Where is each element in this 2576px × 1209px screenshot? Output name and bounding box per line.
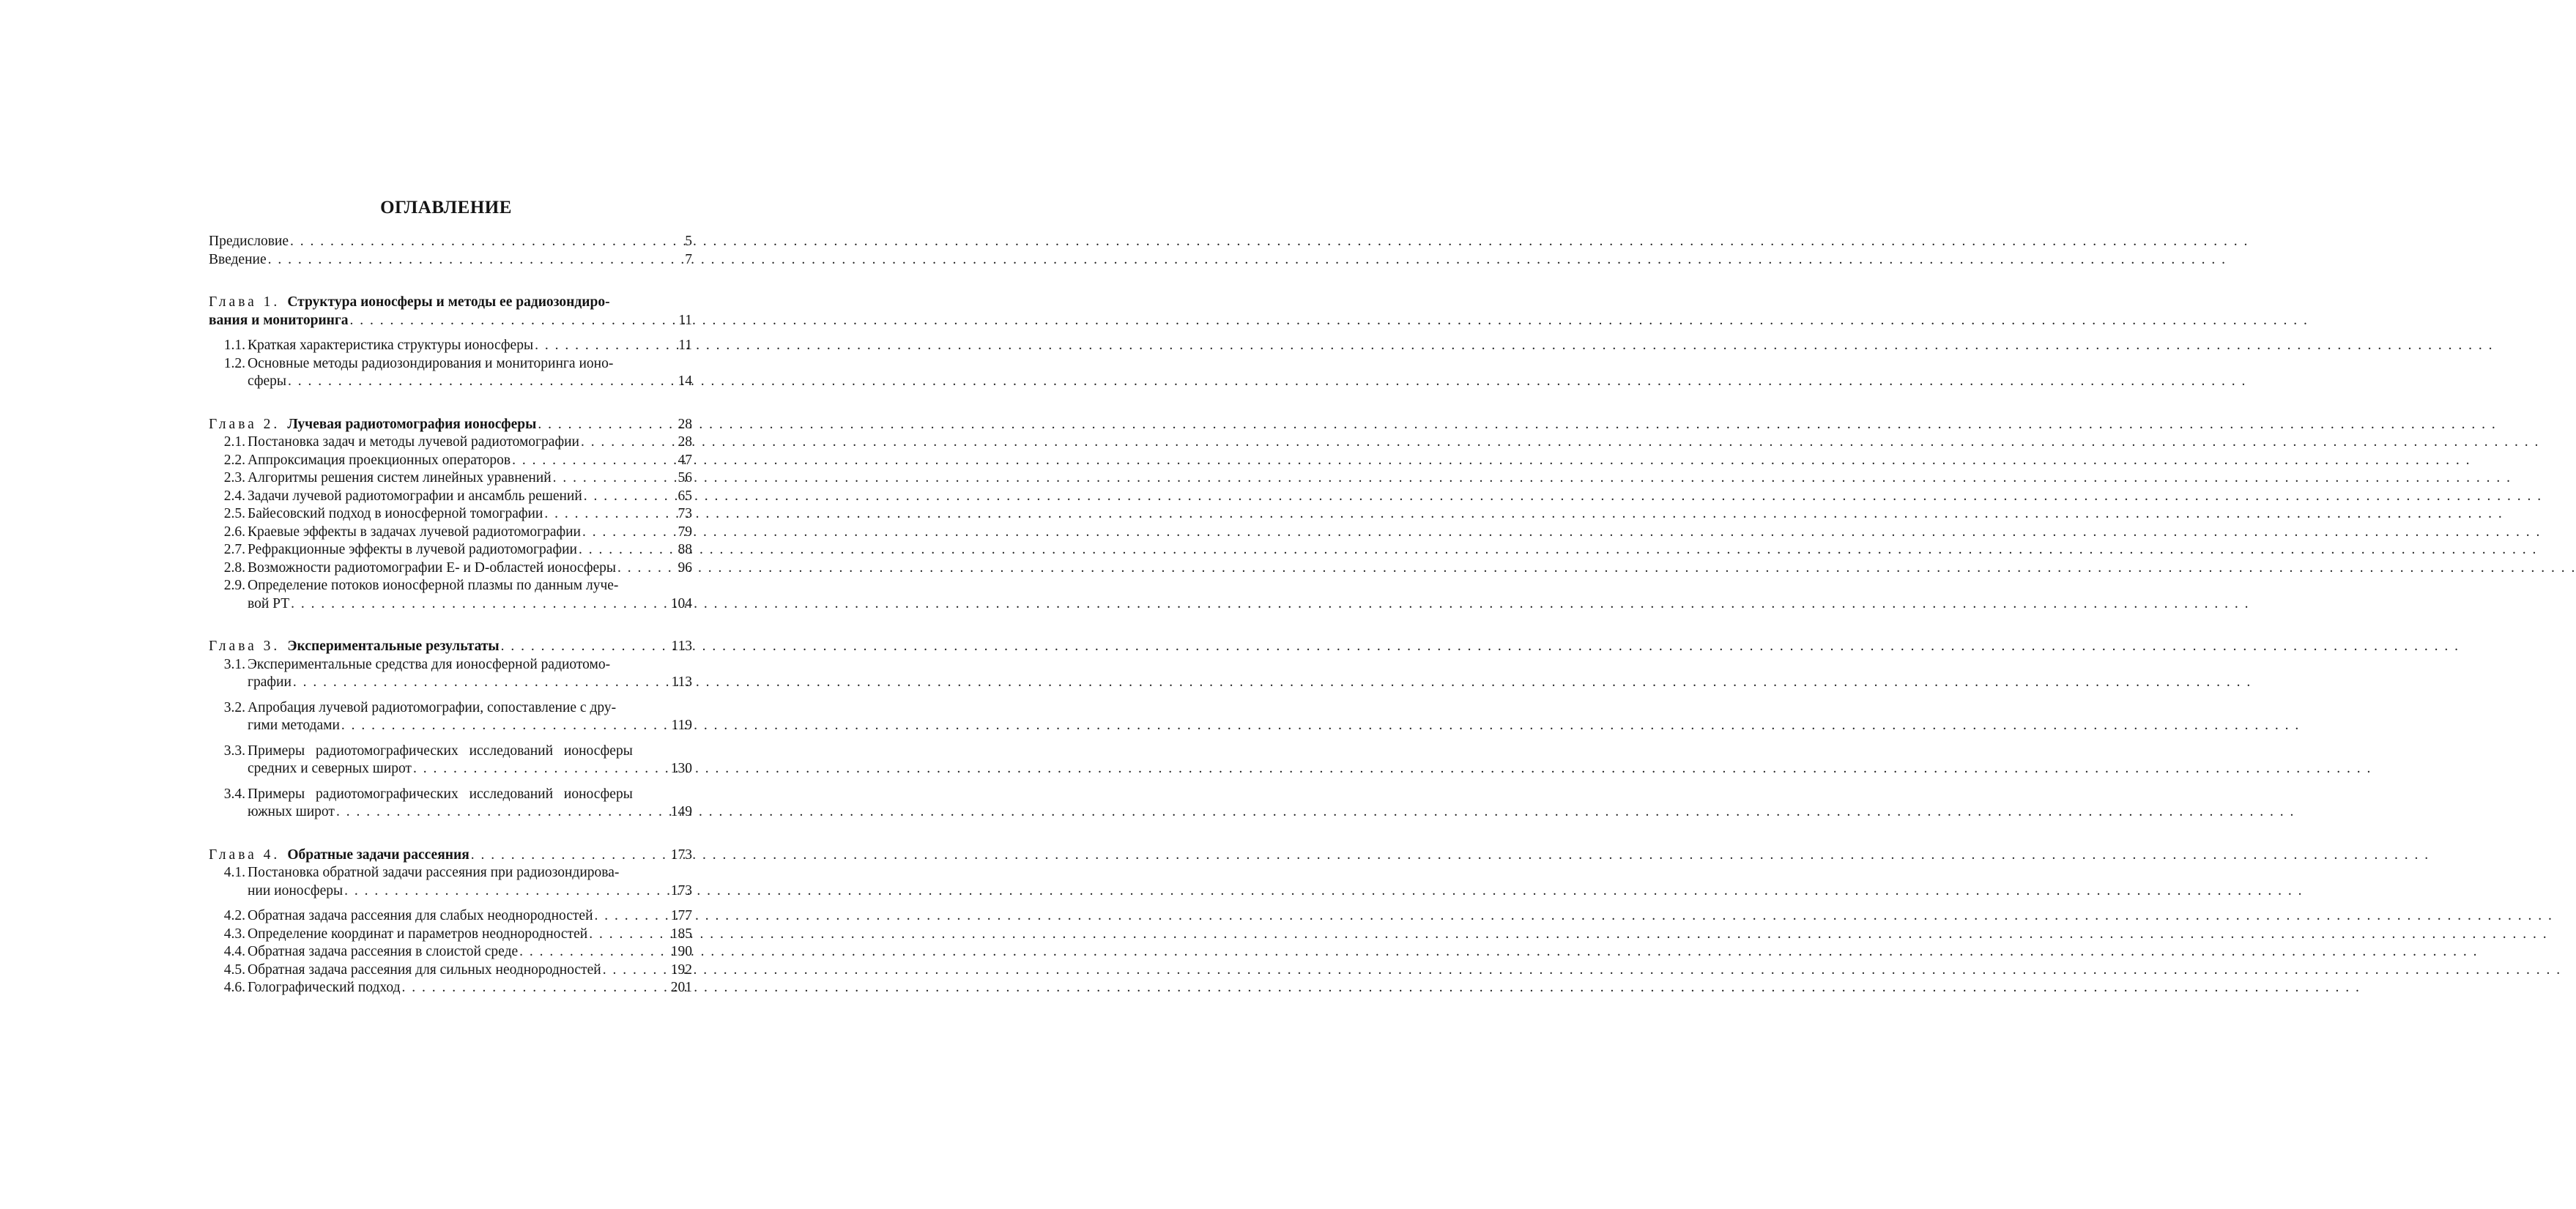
entry-title: Введение (209, 251, 267, 267)
section-number: 3.3. (223, 743, 245, 759)
entry-title: Экспериментальные средства для ионосферной радиотомо- (248, 656, 611, 672)
dot-leader (603, 961, 658, 980)
entry-title: Краевые эффекты в задачах лучевой радиотомографии (248, 524, 581, 540)
page-number: 73 (678, 506, 692, 521)
entry-title: Определение координат и параметров неоднородностей (248, 926, 588, 942)
entry-title-cont: гими методами (248, 718, 340, 733)
dot-leader (553, 469, 658, 488)
page-number: 113 (671, 674, 692, 690)
entry-title: Постановка обратной задачи рассеяния при радиозондирова- (248, 865, 620, 880)
page-number: 5 (685, 234, 692, 249)
dot-leader (268, 251, 658, 269)
page-number: 113 (671, 639, 692, 654)
toc-entry-4-3[interactable] (209, 926, 692, 944)
entry-title: Примеры радиотомографических исследований ионосферы (248, 786, 633, 802)
page-number: 177 (670, 908, 692, 923)
section-number: 2.3. (223, 470, 245, 486)
toc-entry-3-4[interactable] (209, 786, 692, 804)
dot-leader (344, 882, 658, 901)
page-number: 28 (678, 434, 692, 450)
dot-leader (288, 373, 658, 391)
toc-entry-3-2-cont[interactable] (209, 717, 692, 735)
toc-entry-4-2[interactable] (209, 907, 692, 926)
toc-entry-2-1[interactable] (209, 434, 692, 452)
dot-leader (519, 943, 658, 961)
section-number: 4.5. (223, 961, 245, 978)
toc-entry-2-5[interactable] (209, 505, 692, 524)
entry-title: Обратная задача рассеяния в слоистой среде (248, 944, 519, 959)
dot-leader (350, 312, 658, 330)
toc-entry-2-9-cont[interactable] (209, 595, 692, 614)
dot-leader (290, 233, 658, 251)
dot-leader (535, 337, 658, 355)
entry-title: Задачи лучевой радиотомографии и ансамбль решений (248, 488, 582, 504)
entry-title: Алгоритмы решения систем линейных уравнений (248, 470, 552, 486)
section-number: 1.1. (223, 338, 245, 353)
page-number: 96 (678, 559, 692, 576)
section-number: 2.7. (223, 542, 245, 557)
toc-entry-2-8[interactable] (209, 559, 692, 578)
entry-title-cont: нии ионосферы (248, 882, 344, 899)
toc-entry-4-5[interactable] (209, 961, 692, 980)
page-number: 88 (678, 542, 692, 557)
chapter-title-cont: вания и мониторинга (209, 312, 349, 328)
toc-entry-2-6[interactable] (209, 524, 692, 542)
page-number: 7 (685, 251, 692, 267)
chapter-label: Глава 3. (209, 639, 281, 654)
dot-leader (589, 926, 658, 944)
page-number: 173 (670, 847, 692, 863)
dot-leader (584, 488, 658, 506)
entry-title: Краткая характеристика структуры ионосферы (248, 338, 534, 353)
chapter-label: Глава 4. (209, 847, 281, 863)
page-number: 65 (678, 488, 692, 504)
toc-entry-preface[interactable] (209, 233, 692, 251)
dot-leader (341, 717, 658, 735)
page-number: 185 (670, 926, 692, 942)
page-number: 149 (670, 804, 692, 819)
entry-title: Предисловие (209, 234, 289, 249)
page-number: 11 (678, 312, 692, 328)
section-number: 4.6. (223, 980, 245, 995)
page-number: 56 (678, 470, 692, 486)
page-number: 190 (670, 944, 692, 959)
dot-leader (501, 638, 658, 656)
section-number: 1.2. (223, 355, 245, 371)
chapter-1-heading[interactable] (209, 294, 692, 312)
section-number: 2.8. (223, 559, 245, 576)
chapter-title: Экспериментальные результаты (287, 639, 500, 654)
page-number: 79 (678, 524, 692, 540)
toc-entry-1-1[interactable] (209, 337, 692, 355)
dot-leader (544, 505, 658, 524)
table-of-contents (209, 233, 692, 997)
toc-entry-3-1[interactable] (209, 656, 692, 674)
entry-title-cont: средних и северных широт (248, 761, 412, 776)
chapter-3-heading[interactable] (209, 638, 692, 656)
toc-entry-4-6[interactable] (209, 979, 692, 997)
chapter-title: Обратные задачи рассеяния (287, 847, 469, 863)
toc-entry-2-3[interactable] (209, 469, 692, 488)
chapter-title: Структура ионосферы и методы ее радиозондиро- (287, 294, 610, 310)
dot-leader (581, 434, 658, 452)
toc-entry-1-2[interactable] (209, 355, 692, 373)
entry-title: Байесовский подход в ионосферной томографии (248, 506, 543, 521)
section-number: 3.1. (223, 656, 245, 672)
page-number: 119 (671, 718, 692, 733)
page-number: 173 (670, 882, 692, 899)
chapter-2-heading[interactable] (209, 416, 692, 434)
dot-leader (617, 559, 658, 578)
toc-entry-4-1-cont[interactable] (209, 882, 692, 901)
toc-entry-2-2[interactable] (209, 452, 692, 470)
entry-title: Возможности радиотомографии E- и D-областей ионосферы (248, 559, 616, 576)
toc-entry-3-2[interactable] (209, 699, 692, 718)
page-number: 104 (670, 595, 692, 611)
dot-leader (336, 803, 658, 822)
entry-title: Голографический подход (248, 980, 401, 995)
chapter-label: Глава 2. (209, 416, 281, 432)
toc-entry-3-3-cont[interactable] (209, 760, 692, 778)
entry-title-cont: южных широт (248, 804, 335, 819)
page-number: 14 (678, 373, 692, 389)
entry-title: Постановка задач и методы лучевой радиотомографии (248, 434, 579, 450)
page-number: 28 (678, 416, 692, 432)
entry-title: Определение потоков ионосферной плазмы по данным луче- (248, 578, 619, 593)
section-number: 4.3. (223, 926, 245, 942)
toc-entry-3-4-cont[interactable] (209, 803, 692, 822)
chapter-title: Лучевая радиотомография ионосферы (287, 416, 537, 432)
entry-title-cont: сферы (248, 373, 287, 389)
page-number: 47 (678, 452, 692, 468)
section-number: 2.6. (223, 524, 245, 540)
chapter-4-heading[interactable] (209, 847, 692, 865)
chapter-label: Глава 1. (209, 294, 281, 310)
entry-title: Аппроксимация проекционных операторов (248, 452, 511, 468)
section-number: 2.4. (223, 488, 245, 504)
dot-leader (402, 979, 659, 997)
toc-entry-2-9[interactable] (209, 577, 692, 595)
section-number: 2.9. (223, 578, 245, 593)
toc-entry-2-4[interactable] (209, 488, 692, 506)
section-number: 4.2. (223, 908, 245, 923)
toc-entry-2-7[interactable] (209, 541, 692, 559)
chapter-1-heading-cont[interactable] (209, 312, 692, 330)
page-title: ОГЛАВЛЕНИЕ (380, 198, 512, 217)
dot-leader (293, 674, 658, 692)
entry-title: Примеры радиотомографических исследований ионосферы (248, 743, 633, 759)
entry-title: Апробация лучевой радиотомографии, сопоставление с дру- (248, 699, 617, 715)
dot-leader (471, 847, 658, 865)
entry-title: Основные методы радиозондирования и мониторинга ионо- (248, 355, 614, 371)
toc-entry-4-1[interactable] (209, 864, 692, 882)
page-number: 11 (678, 338, 692, 353)
section-number: 4.4. (223, 944, 245, 959)
dot-leader (291, 595, 658, 614)
entry-title: Обратная задача рассеяния для слабых неоднородностей (248, 908, 593, 923)
entry-title-cont: вой РТ (248, 595, 290, 611)
toc-entry-introduction[interactable] (209, 251, 692, 269)
dot-leader (595, 907, 658, 926)
section-number: 3.2. (223, 699, 245, 715)
entry-title-cont: графии (248, 674, 292, 690)
page-number: 192 (670, 961, 692, 978)
page-number: 201 (670, 980, 692, 995)
section-number: 2.1. (223, 434, 245, 450)
dot-leader (413, 760, 658, 778)
toc-entry-3-1-cont[interactable] (209, 674, 692, 692)
section-number: 4.1. (223, 865, 245, 880)
toc-entry-4-4[interactable] (209, 943, 692, 961)
section-number: 2.5. (223, 506, 245, 521)
entry-title: Обратная задача рассеяния для сильных неоднородностей (248, 961, 601, 978)
section-number: 2.2. (223, 452, 245, 468)
entry-title: Рефракционные эффекты в лучевой радиотомографии (248, 542, 577, 557)
toc-entry-1-2-cont[interactable] (209, 373, 692, 391)
page-number: 130 (670, 761, 692, 776)
section-number: 3.4. (223, 786, 245, 802)
dot-leader (582, 524, 658, 542)
dot-leader (512, 452, 658, 470)
dot-leader (538, 416, 658, 434)
dot-leader (579, 541, 658, 559)
toc-entry-3-3[interactable] (209, 743, 692, 761)
